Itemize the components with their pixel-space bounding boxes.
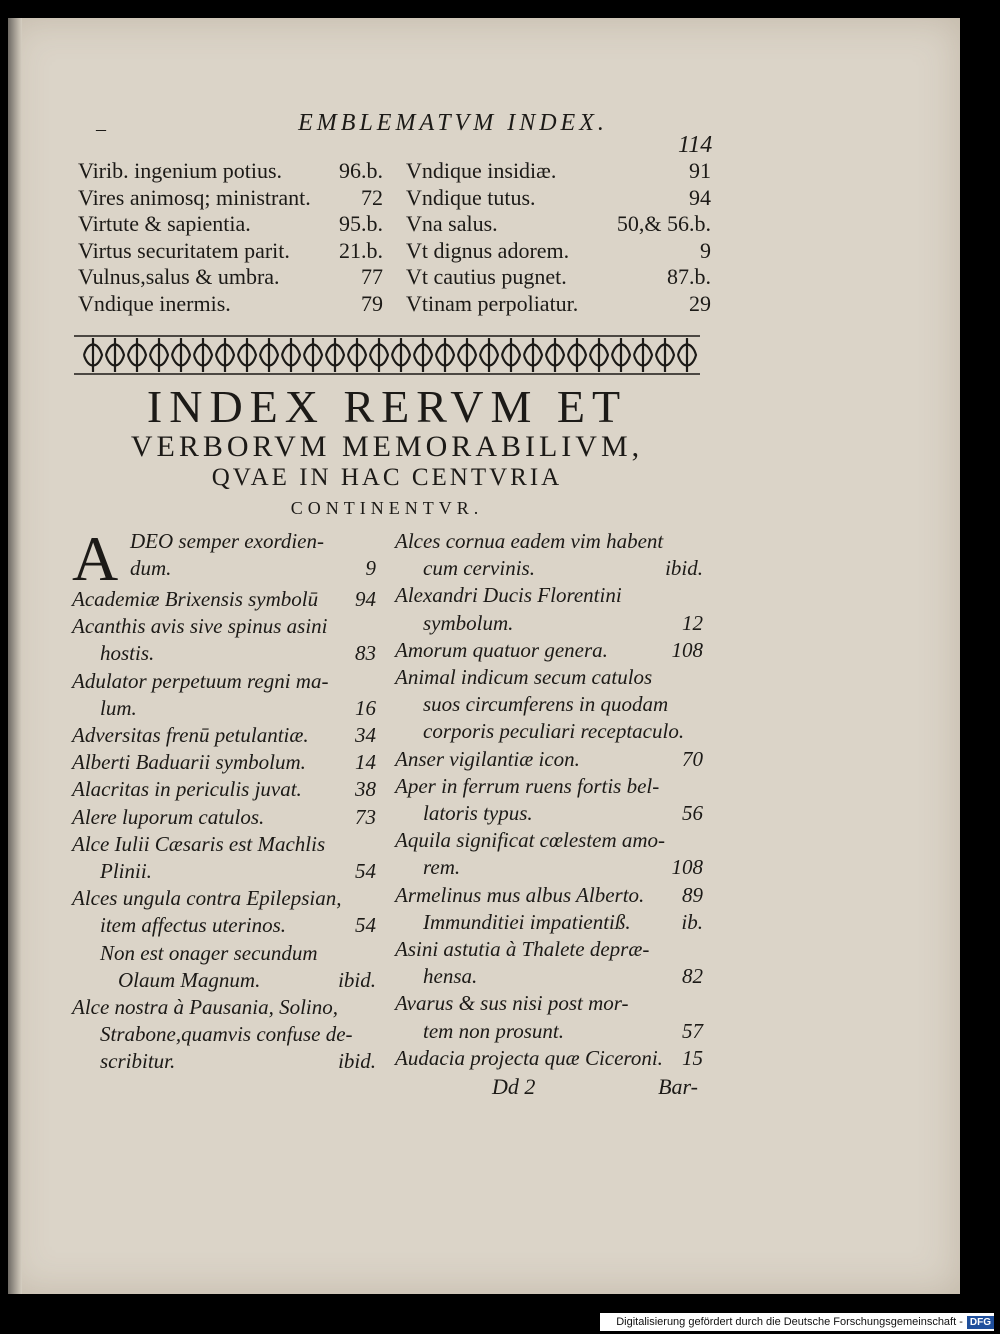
book-spine — [8, 18, 22, 1294]
digitization-footer — [600, 1313, 994, 1331]
index-entry: Vt cautius pugnet. 87.b. — [406, 264, 711, 289]
index-entry — [395, 882, 703, 909]
signature-mark: Dd 2 — [492, 1074, 536, 1099]
page-number: 114 — [678, 132, 713, 158]
entry-ref: 54 — [355, 859, 376, 884]
index-entry — [395, 936, 703, 990]
footer-text: Digitalisierung gefördert durch die Deutsche Forschungsgemeinschaft - — [616, 1316, 963, 1328]
index-title-line1: INDEX RERVM ET — [146, 381, 628, 432]
entry-line: Amorum quatuor genera. 108 — [395, 637, 703, 664]
entry-line: Non est onager secundum — [100, 940, 318, 965]
entry-line: Alexandri Ducis Florentini — [395, 583, 622, 608]
entry-line: cum cervinis. ibid. — [395, 555, 703, 582]
entry-line: Adversitas frenū petulantiæ. 34 — [72, 722, 376, 749]
index-title-line2: VERBORVM MEMORABILIVM, — [130, 430, 644, 463]
entry-line: Alces ungula contra Epilepsian, — [72, 886, 342, 911]
entry-line: hensa. 82 — [395, 963, 703, 990]
entry-ref: 108 — [671, 855, 703, 880]
index-entry — [72, 831, 376, 885]
index-entry — [395, 773, 703, 827]
index-entry — [72, 722, 376, 749]
entry-ref: 12 — [682, 610, 703, 635]
entry-line: Audacia projecta quæ Ciceroni. 15 — [395, 1045, 703, 1072]
index-entry — [395, 990, 703, 1044]
entry-line: Olaum Magnum. ibid. — [72, 967, 376, 994]
index-entry — [72, 613, 376, 667]
top-index-right-column — [406, 158, 711, 317]
running-title: EMBLEMATVM INDEX. — [298, 110, 608, 136]
entry-line: Aper in ferrum ruens fortis bel- — [395, 773, 660, 798]
entry-ref: 54 — [355, 913, 376, 938]
index-entry: Vtinam perpoliatur. 29 — [406, 290, 711, 316]
entry-ref: 57 — [682, 1018, 703, 1043]
index-entry — [395, 582, 703, 636]
entry-line: Aquila significat cœlestem amo- — [395, 828, 666, 853]
index-entry — [72, 668, 376, 722]
entry-ref: 108 — [671, 637, 703, 662]
entry-line: Armelinus mus albus Alberto. 89 — [395, 882, 703, 909]
entry-line: Avarus & sus nisi post mor- — [395, 991, 629, 1016]
entry-line: Asini astutia à Thalete depræ- — [395, 937, 650, 962]
index-entry — [395, 664, 703, 746]
entry-line: Strabone,quamvis confuse de- — [100, 1022, 353, 1047]
entry-ref: 82 — [682, 964, 703, 989]
index-entry — [72, 586, 376, 613]
entry-line: Adulator perpetuum regni ma- — [72, 668, 329, 693]
entry-ref: 83 — [355, 641, 376, 666]
index-entry — [395, 827, 703, 881]
entry-line: Anser vigilantiæ icon. 70 — [395, 746, 703, 773]
entry-line: rem. 108 — [395, 854, 703, 881]
entry-ref: 9 — [365, 556, 376, 581]
index-entry — [395, 637, 703, 664]
index-entry — [72, 749, 376, 776]
index-entry: Vndique tutus. 94 — [406, 184, 711, 210]
entry-ref: 94 — [355, 587, 376, 611]
dfg-logo: DFG — [967, 1316, 994, 1329]
index-entry: Virib. ingenium potius. 96.b. — [78, 158, 383, 183]
entry-line: scribitur. ibid. — [72, 1048, 376, 1075]
index-entry: Vires animosq; ministrant. 72 — [78, 184, 383, 210]
entry-line: Plinii. 54 — [72, 858, 376, 885]
index-entry — [72, 940, 376, 994]
entry-line: suos circumferens in quodam — [423, 692, 669, 717]
top-index-left-column — [78, 158, 383, 317]
entry-line: Immunditiei impatientiß. ib. — [395, 909, 703, 936]
index-entry: Vna salus. 50,& 56.b. — [406, 211, 711, 236]
entry-ref: ibid. — [665, 556, 703, 581]
entry-ref: ibid. — [338, 967, 376, 992]
entry-ref: 16 — [355, 695, 376, 720]
index-entry — [72, 885, 376, 939]
entry-ref: 56 — [682, 801, 703, 826]
entry-ref: 73 — [355, 804, 376, 829]
entry-line: Acanthis avis sive spinus asini — [72, 614, 328, 639]
entry-line: Alere luporum catulos. 73 — [72, 804, 376, 831]
entry-line: lum. 16 — [72, 695, 376, 722]
entry-ref: ib. — [681, 909, 703, 934]
index-title-line4: CONTINENTVR. — [290, 498, 484, 518]
catchline — [408, 1074, 698, 1100]
index-title-line3: QVAE IN HAC CENTVRIA — [211, 464, 563, 491]
entry-line: Alacritas in periculis juvat. 38 — [72, 776, 376, 803]
ornamental-band-icon — [74, 332, 700, 378]
first-entry — [72, 523, 376, 594]
index-entry — [72, 776, 376, 803]
index-entry: Vndique insidiæ. 91 — [406, 158, 711, 183]
entry-ref: 38 — [355, 777, 376, 802]
entry-line: Alces cornua eadem vim habent — [395, 529, 664, 553]
entry-line: tem non prosunt. 57 — [395, 1018, 703, 1045]
entry-line: corporis peculiari receptaculo. — [423, 719, 685, 744]
entry-line: latoris typus. 56 — [395, 800, 703, 827]
entry-line: Academiæ Brixensis symbolū 94 — [72, 586, 376, 613]
index-entry: Vt dignus adorem. 9 — [406, 237, 711, 263]
index-left-column — [72, 523, 376, 1076]
entry-ref: 14 — [355, 750, 376, 775]
entry-line: Alberti Baduarii symbolum. 14 — [72, 749, 376, 776]
index-right-column — [395, 528, 703, 1072]
entry-ref: ibid. — [338, 1049, 376, 1074]
entry-line: Alce Iulii Cæsaris est Machlis — [72, 831, 326, 856]
index-entry: Vndique inermis. 79 — [78, 290, 383, 316]
entry-line: hostis. 83 — [72, 640, 376, 667]
entry-line: item affectus uterinos. 54 — [72, 912, 376, 939]
drop-capital: A — [72, 523, 119, 594]
book-page — [8, 18, 960, 1294]
index-entry: Vulnus,salus & umbra. 77 — [78, 264, 383, 289]
entry-ref: 89 — [682, 882, 703, 907]
entry-ref: 15 — [682, 1045, 703, 1070]
entry-ref: 34 — [355, 723, 376, 748]
entry-line: symbolum. 12 — [395, 610, 703, 637]
index-entry: Virtus securitatem parit. 21.b. — [78, 237, 383, 263]
index-entry — [395, 909, 703, 936]
index-entry: Virtute & sapientia. 95.b. — [78, 211, 383, 236]
index-entry — [395, 1045, 703, 1072]
entry-line: dum. 9 — [130, 555, 376, 582]
index-entry — [72, 804, 376, 831]
index-entry — [395, 528, 703, 582]
entry-line: Animal indicum secum catulos — [395, 665, 653, 690]
entry-line: Alce nostra à Pausania, Solino, — [72, 995, 338, 1020]
index-entry — [72, 994, 376, 1076]
catchword: Bar- — [658, 1074, 698, 1099]
head-dash: – — [96, 118, 106, 140]
entry-line: DEO semper exordien- — [130, 529, 324, 553]
index-entry — [395, 746, 703, 773]
entry-ref: 70 — [682, 746, 703, 771]
